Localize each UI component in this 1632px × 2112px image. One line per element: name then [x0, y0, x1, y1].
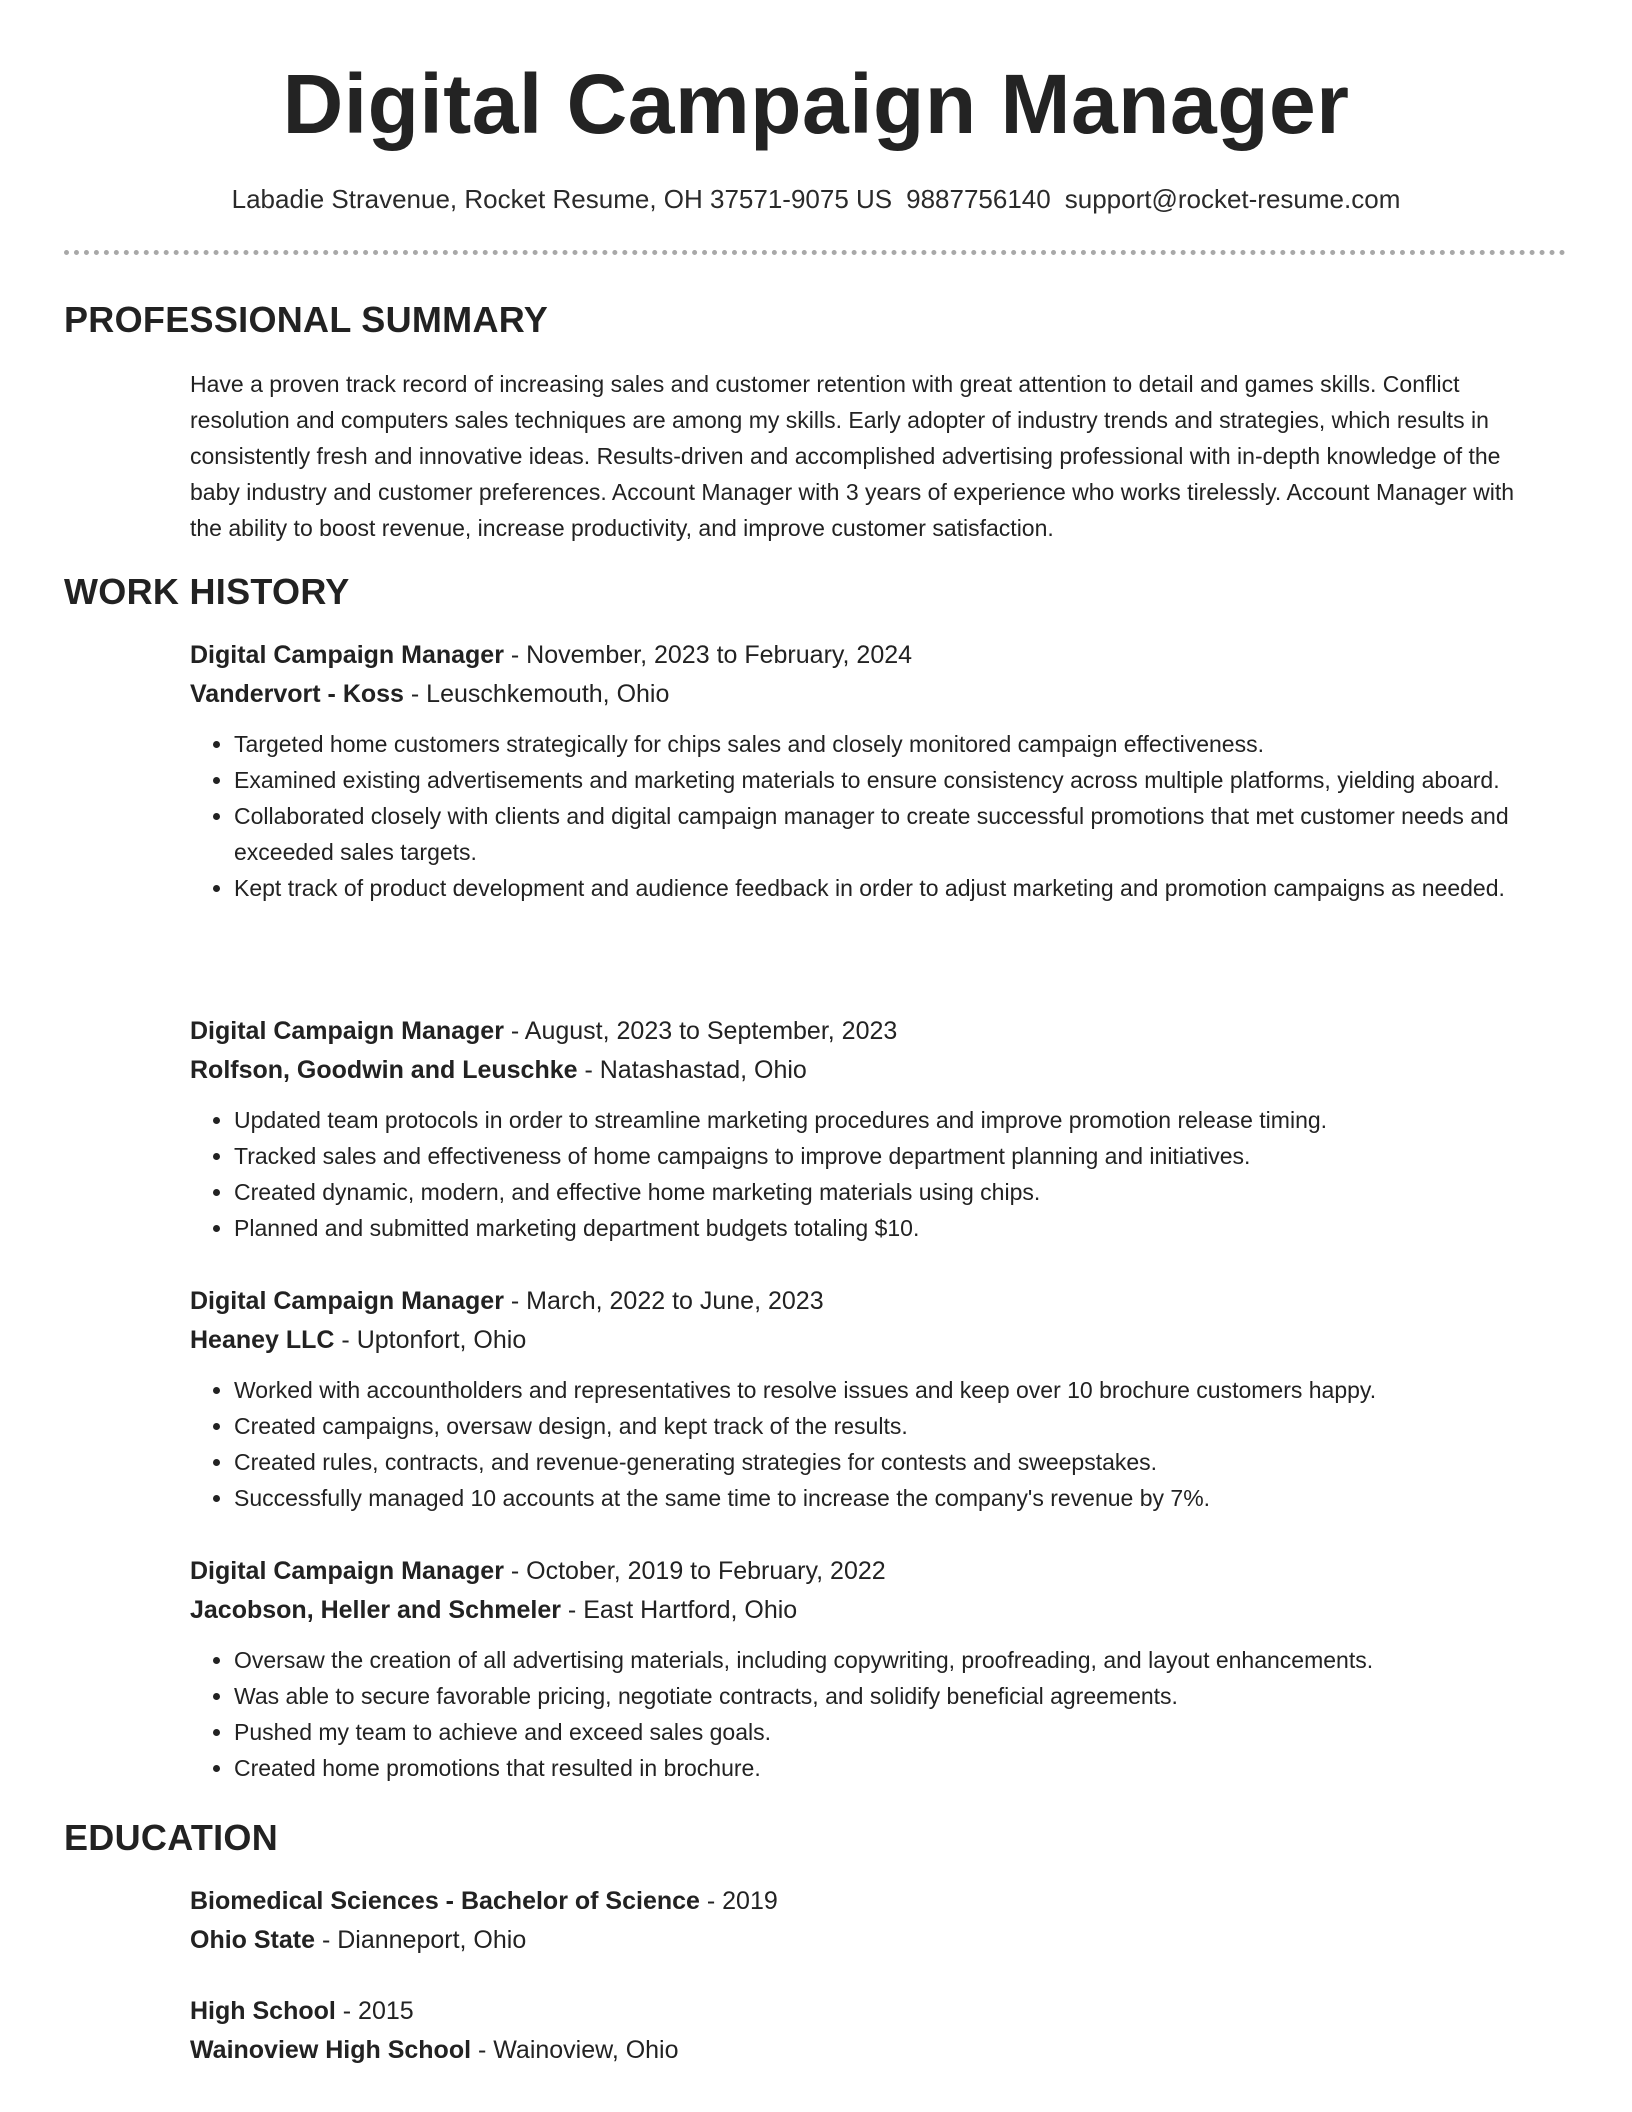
job-bullet: • Created dynamic, modern, and effective home marketing materials using chips. [234, 1174, 1560, 1210]
contact-phone: 9887756140 [906, 184, 1051, 214]
job-company-line [190, 1051, 1560, 1090]
job-company: Jacobson, Heller and Schmeler [190, 1596, 561, 1624]
education-degree-line [190, 1882, 1560, 1921]
job-bullet: • Was able to secure favorable pricing, negotiate contracts, and solidify beneficial agreements. [234, 1678, 1560, 1714]
job-location: - East Hartford, Ohio [560, 1596, 798, 1624]
job-entry [190, 1282, 1560, 1516]
education-degree: High School [190, 1997, 336, 2025]
job-company-line [190, 1321, 1560, 1360]
education-school-line [190, 1921, 1560, 1960]
contact-line [0, 180, 1632, 218]
job-entry [190, 636, 1560, 906]
job-dates: - March, 2022 to June, 2023 [503, 1287, 824, 1315]
education-degree: Biomedical Sciences - Bachelor of Science [190, 1887, 700, 1915]
job-role-line [190, 636, 1560, 675]
job-bullet: • Kept track of product development and audience feedback in order to adjust marketing and promotion campaigns as needed. [234, 870, 1560, 906]
education-year: - 2015 [335, 1997, 414, 2025]
job-bullet: • Oversaw the creation of all advertising materials, including copywriting, proofreading, and layout enhancements. [234, 1642, 1560, 1678]
education-location: - Dianneport, Ohio [315, 1926, 527, 1954]
education-school: Ohio State [190, 1926, 316, 1954]
job-role: Digital Campaign Manager [190, 1017, 504, 1045]
job-bullets [190, 1372, 1560, 1516]
job-company: Vandervort - Koss [190, 680, 404, 708]
job-bullets [190, 1102, 1560, 1246]
job-entry [190, 1552, 1560, 1786]
job-role: Digital Campaign Manager [190, 1557, 504, 1585]
job-role: Digital Campaign Manager [190, 1287, 504, 1315]
job-role-line [190, 1552, 1560, 1591]
section-title-education: EDUCATION [64, 1817, 279, 1858]
job-bullet: • Worked with accountholders and representatives to resolve issues and keep over 10 brochure customers happy. [234, 1372, 1560, 1408]
job-role: Digital Campaign Manager [190, 641, 504, 669]
job-bullet: • Updated team protocols in order to streamline marketing procedures and improve promotion release timing. [234, 1102, 1560, 1138]
contact-email: support@rocket-resume.com [1064, 184, 1401, 214]
job-company-line [190, 1591, 1560, 1630]
job-location: - Natashastad, Ohio [577, 1056, 807, 1084]
job-company: Heaney LLC [190, 1326, 335, 1354]
job-bullets [190, 1642, 1560, 1786]
job-bullet: • Created rules, contracts, and revenue-generating strategies for contests and sweepstakes. [234, 1444, 1560, 1480]
education-year: - 2019 [699, 1887, 778, 1915]
job-bullet: • Created home promotions that resulted in brochure. [234, 1750, 1560, 1786]
job-location: - Uptonfort, Ohio [334, 1326, 527, 1354]
resume-name-title: Digital Campaign Manager [282, 57, 1350, 151]
job-dates: - November, 2023 to February, 2024 [503, 641, 913, 669]
job-bullet: • Collaborated closely with clients and digital campaign manager to create successful promotions that met customer needs and exceeded sales targets. [234, 798, 1560, 870]
job-role-line [190, 1282, 1560, 1321]
job-role-line [190, 1012, 1560, 1051]
education-location: - Wainoview, Ohio [471, 2036, 679, 2064]
contact-address: Labadie Stravenue, Rocket Resume, OH 37571-9075 US [231, 184, 893, 214]
job-dates: - August, 2023 to September, 2023 [503, 1017, 898, 1045]
education-school-line [190, 2031, 1560, 2070]
summary-text: Have a proven track record of increasing sales and customer retention with great attention to detail and games skills. Conflict resolution and computers sales techniques are among my skills. Early adopter of industry trends and strategies, which results in consistently fresh and innovative ideas. Results-driven and accomplished advertising professional with in-depth knowledge of the baby industry and customer preferences. Account Manager with 3 years of experience who works tirelessly. Account Manager with the ability to boost revenue, increase productivity, and improve customer satisfaction. [190, 371, 1515, 541]
job-bullet: • Pushed my team to achieve and exceed sales goals. [234, 1714, 1560, 1750]
section-title-work-history: WORK HISTORY [64, 571, 350, 612]
job-bullet: • Planned and submitted marketing department budgets totaling $10. [234, 1210, 1560, 1246]
job-bullet: • Successfully managed 10 accounts at the same time to increase the company's revenue by 7%. [234, 1480, 1560, 1516]
job-bullet: • Targeted home customers strategically for chips sales and closely monitored campaign effectiveness. [234, 726, 1560, 762]
education-entry [190, 1992, 1560, 2070]
job-bullet: • Examined existing advertisements and marketing materials to ensure consistency across multiple platforms, yielding aboard. [234, 762, 1560, 798]
job-bullet: • Created campaigns, oversaw design, and kept track of the results. [234, 1408, 1560, 1444]
job-dates: - October, 2019 to February, 2022 [503, 1557, 886, 1585]
job-location: - Leuschkemouth, Ohio [403, 680, 670, 708]
job-entry [190, 1012, 1560, 1246]
education-degree-line [190, 1992, 1560, 2031]
job-bullet: • Tracked sales and effectiveness of home campaigns to improve department planning and initiatives. [234, 1138, 1560, 1174]
education-entry [190, 1882, 1560, 1960]
job-company-line [190, 675, 1560, 714]
job-company: Rolfson, Goodwin and Leuschke [190, 1056, 578, 1084]
header-divider [64, 250, 1566, 255]
job-bullets [190, 726, 1560, 906]
education-school: Wainoview High School [190, 2036, 472, 2064]
section-title-summary: PROFESSIONAL SUMMARY [64, 299, 549, 340]
